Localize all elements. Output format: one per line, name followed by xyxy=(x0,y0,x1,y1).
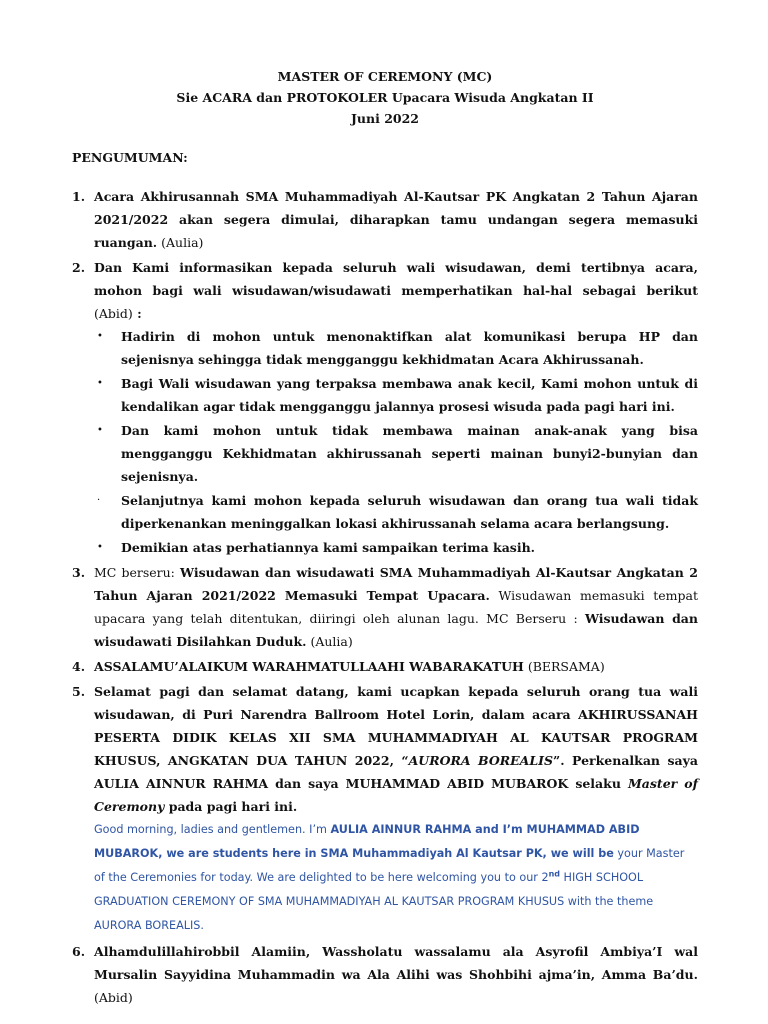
item-text-plain: MC berseru: xyxy=(94,565,181,580)
speaker-label: (Abid) xyxy=(94,990,133,1005)
item-number: 4. xyxy=(72,659,86,674)
item-number: 6. xyxy=(72,944,86,959)
bullet-dot-icon: • xyxy=(97,542,103,553)
bullet-dot-icon: · xyxy=(97,495,101,506)
section-title: PENGUMUMAN: xyxy=(72,150,188,165)
item-text-bold: Wisudawan dan wisudawati SMA Muhammadiyah Al-Kautsar Angkatan 2 Tahun Ajaran 2021/2022 Memasuki Tempat Upacara. xyxy=(94,565,698,603)
rule-item: • Bagi Wali wisudawan yang terpaksa membawa anak kecil, Kami mohon untuk di kendalikan agar tidak mengganggu jalannya prosesi wisuda pada pagi hari ini. xyxy=(94,372,698,418)
bullet-dot-icon: • xyxy=(97,425,103,436)
item-number: 2. xyxy=(72,260,86,275)
list-item-6 xyxy=(72,940,698,1009)
item-text-plain: Wisudawan memasuki tempat upacara yang telah ditentukan, diiringi oleh alunan lagu. MC Berseru : xyxy=(94,588,699,626)
item-number: 5. xyxy=(72,684,86,699)
document-header xyxy=(72,66,698,129)
rule-item: • Demikian atas perhatiannya kami sampaikan terima kasih. xyxy=(94,536,698,559)
speaker-label: (BERSAMA) xyxy=(523,659,605,674)
item-text: ASSALAMU’ALAIKUM WARAHMATULLAAHI WABARAKATUH xyxy=(94,659,524,674)
bullet-dot-icon: • xyxy=(97,378,103,389)
list-item-2 xyxy=(72,256,698,559)
item-tail: : xyxy=(132,306,142,321)
list-item-4 xyxy=(72,655,698,678)
header-date: Juni 2022 xyxy=(351,111,419,126)
speaker-label: (Aulia) xyxy=(306,634,353,649)
item-text: Dan Kami informasikan kepada seluruh wali wisudawan, demi tertibnya acara, mohon bagi wali wisudawan/wisudawati memperhatikan hal-hal sebagai berikut xyxy=(94,260,698,298)
english-greeting: Good morning, ladies and gentlemen. I’m AULIA AINNUR RAHMA and I’m MUHAMMAD ABID MUBAROK, we are students here in SMA Muhammadiyah Al Kautsar PK, we will be your Master of the Ceremonies for today. We are delighted to be here welcoming you to our 2nd HIGH SCHOOL GRADUATION CEREMONY OF SMA MUHAMMADIYAH AL KAUTSAR PROGRAM KHUSUS with the theme AURORA BOREALIS. xyxy=(94,823,685,932)
rules-list xyxy=(94,325,698,559)
speaker-label: (Abid) xyxy=(94,306,133,321)
item-text: Acara Akhirusannah SMA Muhammadiyah Al-Kautsar PK Angkatan 2 Tahun Ajaran 2021/2022 akan segera dimulai, diharapkan tamu undangan segera memasuki ruangan. xyxy=(94,189,698,250)
rule-item: • Dan kami mohon untuk tidak membawa mainan anak-anak yang bisa mengganggu Kekhidmatan akhirussanah seperti mainan bunyi2-bunyian dan sejenisnya. xyxy=(94,419,698,488)
item-number: 1. xyxy=(72,189,86,204)
list-item-1 xyxy=(72,185,698,254)
list-item-3 xyxy=(72,561,698,653)
greeting-paragraph: Selamat pagi dan selamat datang, kami ucapkan kepada seluruh orang tua wali wisudawan, di Puri Narendra Ballroom Hotel Lorin, dalam acara AKHIRUSSANAH PESERTA DIDIK KELAS XII SMA MUHAMMADIYAH AL KAUTSAR PROGRAM KHUSUS, ANGKATAN DUA TAHUN 2022, “AURORA BOREALIS”. Perkenalkan saya AULIA AINNUR RAHMA dan saya MUHAMMAD ABID MUBAROK selaku Master of Ceremony pada pagi hari ini. xyxy=(94,684,698,814)
item-text-bold: Wisudawan dan wisudawati Disilahkan Duduk. xyxy=(94,611,698,649)
bullet-dot-icon: • xyxy=(97,331,103,342)
rule-item: • Hadirin di mohon untuk menonaktifkan alat komunikasi berupa HP dan sejenisnya sehingga tidak mengganggu kekhidmatan Acara Akhirussanah. xyxy=(94,325,698,371)
announcement-list xyxy=(72,185,698,1009)
header-title: MASTER OF CEREMONY (MC) xyxy=(277,69,493,84)
header-subtitle: Sie ACARA dan PROTOKOLER Upacara Wisuda Angkatan II xyxy=(176,90,594,105)
speaker-label: (Aulia) xyxy=(157,235,204,250)
item-number: 3. xyxy=(72,565,86,580)
list-item-5 xyxy=(72,680,698,938)
rule-item: · Selanjutnya kami mohon kepada seluruh wisudawan dan orang tua wali tidak diperkenankan meninggalkan lokasi akhirussanah selama acara berlangsung. xyxy=(94,489,698,535)
item-text: Alhamdulillahirobbil Alamiin, Wassholatu wassalamu ala Asyrofil Ambiya’I wal Mursalin Sayyidina Muhammadin wa Ala Alihi was Shohbihi ajma’in, Amma Ba’du. xyxy=(94,944,698,982)
